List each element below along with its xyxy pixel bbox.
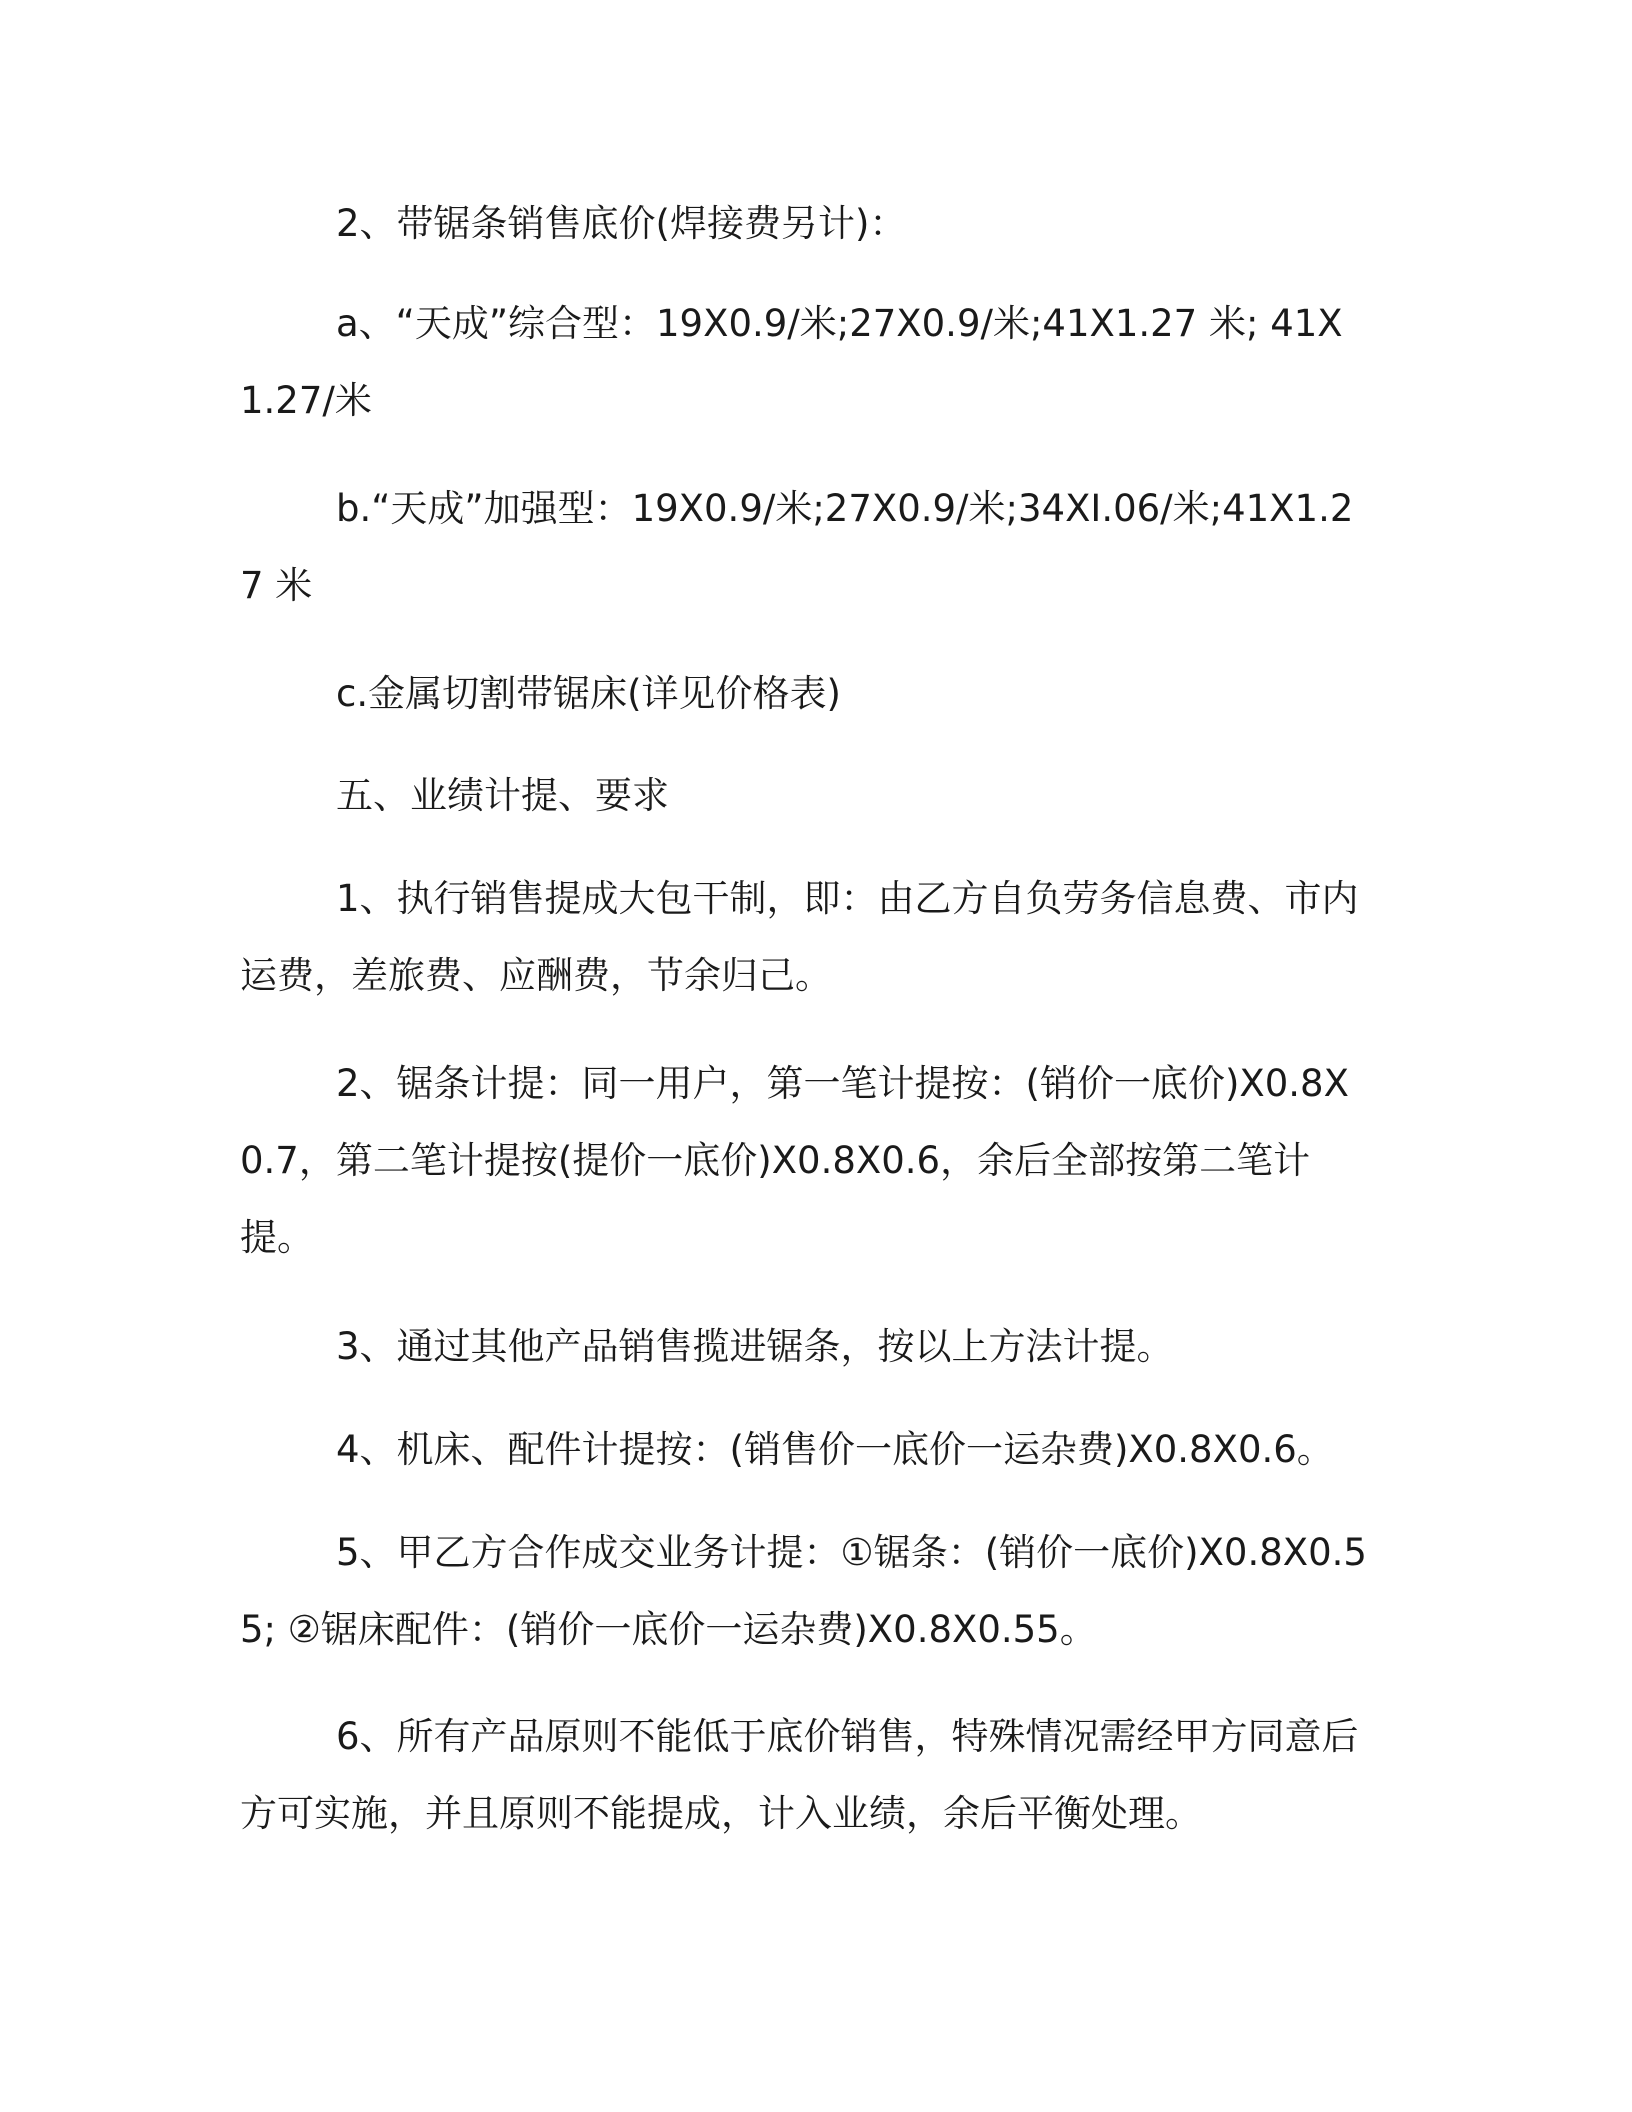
paragraph-reinforced-type: b.“天成”加强型：19X0.9/米;27X0.9/米;34XI.06/米;41X1.27 米 [240,487,1354,607]
paragraph-minimum-price-rule: 6、所有产品原则不能低于底价销售，特殊情况需经甲方同意后方可实施，并且原则不能提成，计入业绩，余后平衡处理。 [240,1715,1359,1835]
paragraph-comprehensive-type: a、“天成”综合型：19X0.9/米;27X0.9/米;41X1.27 米; 41X1.27/米 [240,302,1343,422]
paragraph-joint-business-commission: 5、甲乙方合作成交业务计提：①锯条：(销价一底价)X0.8X0.55; ②锯床配件：(销价一底价一运杂费)X0.8X0.55。 [240,1531,1367,1651]
paragraph-commission-system: 1、执行销售提成大包干制，即：由乙方自负劳务信息费、市内运费，差旅费、应酬费，节余归己。 [240,877,1359,997]
paragraph-band-saw-machine: c.金属切割带锯床(详见价格表) [336,672,841,715]
paragraph-machine-parts-commission: 4、机床、配件计提按：(销售价一底价一运杂费)X0.8X0.6。 [336,1428,1334,1471]
section-heading-performance: 五、业绩计提、要求 [336,774,669,817]
paragraph-other-products: 3、通过其他产品销售揽进锯条，按以上方法计提。 [336,1325,1174,1368]
paragraph-saw-blade-commission: 2、锯条计提：同一用户，第一笔计提按：(销价一底价)X0.8X0.7，第二笔计提按(提价一底价)X0.8X0.6，余后全部按第二笔计提。 [240,1062,1349,1259]
paragraph-saw-blade-base-price: 2、带锯条销售底价(焊接费另计)： [336,202,907,245]
